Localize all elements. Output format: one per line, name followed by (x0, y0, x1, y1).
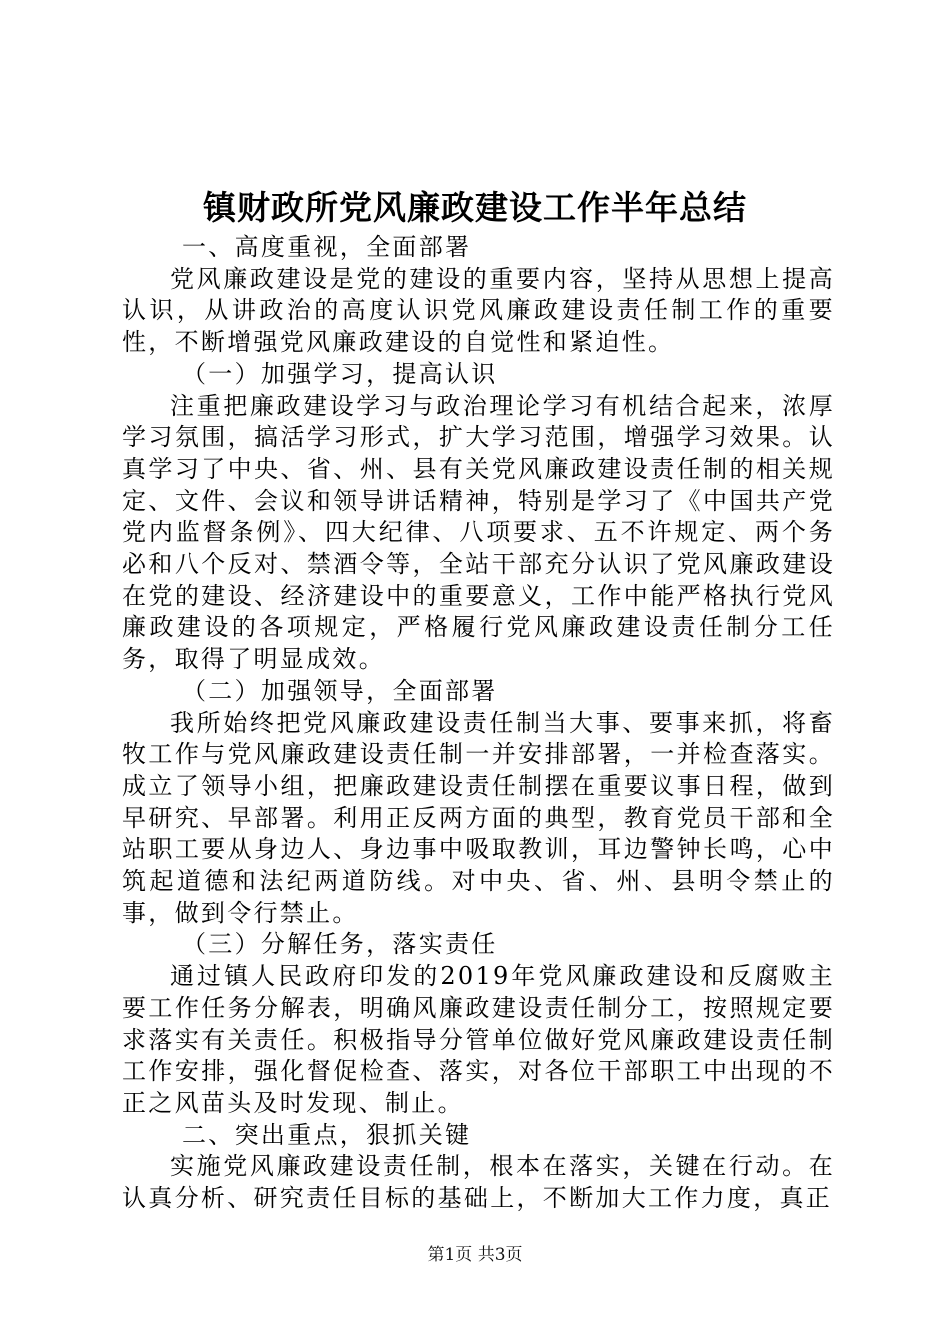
section-heading-2: 二、突出重点，狠抓关键 (182, 1120, 472, 1149)
subsection-heading-2: （二）加强领导，全面部署 (182, 676, 498, 705)
subsection-heading-3: （三）分解任务，落实责任 (182, 930, 498, 959)
document-body (122, 232, 835, 1215)
paragraph-3: 我所始终把党风廉政建设责任制当大事、要事来抓，将畜牧工作与党风廉政建设责任制一并安排部署，一并检查落实。成立了领导小组，把廉政建设责任制摆在重要议事日程，做到早研究、早部署。利用正反两方面的典型，教育党员干部和全站职工要从身边人、身边事中吸取教训，耳边警钟长鸣，心中筑起道德和法纪两道防线。对中央、省、州、县明令禁止的事，做到令行禁止。 (122, 708, 835, 927)
paragraph-4: 通过镇人民政府印发的2019年党风廉政建设和反腐败主要工作任务分解表，明确风廉政建设责任制分工，按照规定要求落实有关责任。积极指导分管单位做好党风廉政建设责任制工作安排，强化督促检查、落实，对各位干部职工中出现的不正之风苗头及时发现、制止。 (122, 962, 835, 1117)
paragraph-2: 注重把廉政建设学习与政治理论学习有机结合起来，浓厚学习氛围，搞活学习形式，扩大学习范围，增强学习效果。认真学习了中央、省、州、县有关党风廉政建设责任制的相关规定、文件、会议和领导讲话精神，特别是学习了《中国共产党党内监督条例》、四大纪律、八项要求、五不许规定、两个务必和八个反对、禁酒令等，全站干部充分认识了党风廉政建设在党的建设、经济建设中的重要意义，工作中能严格执行党风廉政建设的各项规定，严格履行党风廉政建设责任制分工任务，取得了明显成效。 (122, 391, 835, 674)
document-title: 镇财政所党风廉政建设工作半年总结 (203, 188, 747, 227)
subsection-heading-1: （一）加强学习，提高认识 (182, 359, 498, 388)
page-footer: 第1页 共3页 (427, 1245, 523, 1265)
paragraph-5: 实施党风廉政建设责任制，根本在落实，关键在行动。在认真分析、研究责任目标的基础上，不断加大工作力度，真正 (122, 1152, 835, 1213)
paragraph-1: 党风廉政建设是党的建设的重要内容，坚持从思想上提高认识，从讲政治的高度认识党风廉政建设责任制工作的重要性，不断增强党风廉政建设的自觉性和紧迫性。 (122, 264, 835, 357)
section-heading-1: 一、高度重视，全面部署 (182, 233, 472, 261)
